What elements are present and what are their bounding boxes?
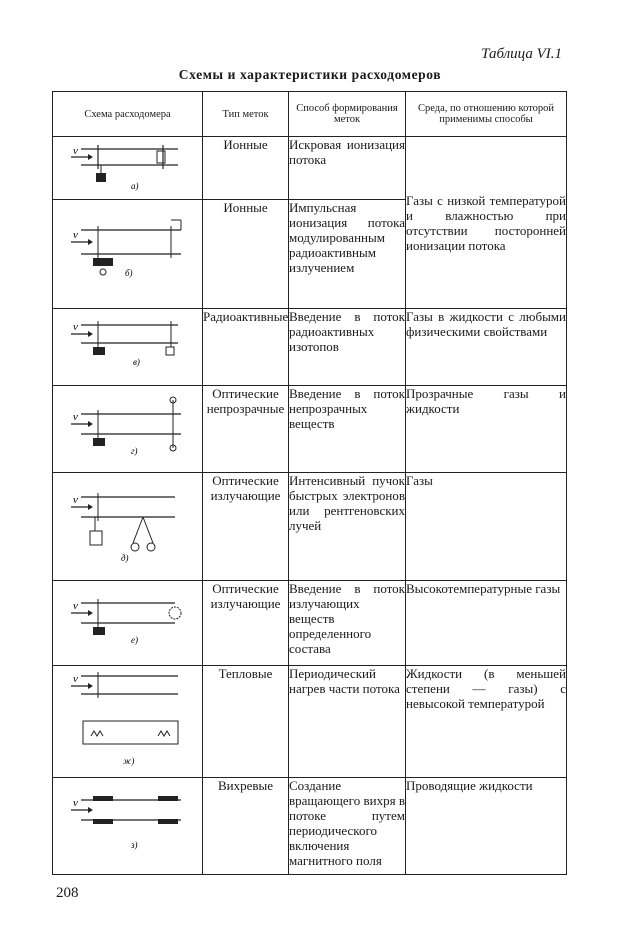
svg-text:v: v	[73, 673, 78, 685]
media-cell: Жидкости (в меньшей степени — газы) с невысокой температурой	[406, 666, 567, 778]
table-row	[53, 666, 567, 778]
svg-text:б): б)	[125, 268, 133, 278]
svg-text:г): г)	[131, 446, 138, 456]
svg-text:v: v	[73, 797, 78, 809]
header-method: Способ формирования меток	[289, 92, 406, 137]
table-row	[53, 778, 567, 875]
media-cell-merged: Газы с низкой температурой и влажностью при отсутствии посторонней ионизации потока	[406, 137, 567, 309]
mark-type-cell: Вихревые	[203, 778, 289, 875]
table-row	[53, 386, 567, 473]
scheme-diagram-a	[53, 137, 203, 200]
table-row	[53, 309, 567, 386]
method-cell: Создание вращающего вихря в потоке путем периодического включения магнитного поля	[289, 778, 406, 875]
mark-type-cell: Ионные	[203, 137, 289, 200]
svg-text:v: v	[73, 600, 78, 612]
scheme-diagram-c	[53, 309, 203, 386]
scheme-diagram-d	[53, 386, 203, 473]
header-scheme: Схема расходомера	[53, 92, 203, 137]
table-title: Схемы и характеристики расходомеров	[178, 67, 442, 82]
page-number: 208	[56, 885, 79, 901]
media-cell: Прозрачные газы и жидкости	[406, 386, 567, 473]
svg-text:v: v	[73, 411, 78, 423]
method-cell: Периодический нагрев части потока	[289, 666, 406, 778]
svg-text:v: v	[73, 229, 78, 241]
mark-type-cell: Ионные	[203, 200, 289, 309]
scheme-label: а)	[131, 181, 139, 191]
svg-text:в): в)	[133, 357, 140, 367]
mark-type-cell: Оптические непрозрачные	[203, 386, 289, 473]
scheme-diagram-b	[53, 200, 203, 309]
method-cell: Введение в поток излучающих веществ определенного состава	[289, 581, 406, 666]
svg-text:з): з)	[131, 840, 138, 850]
method-cell: Импульсная ионизация потока модулированным радиоактивным излучением	[289, 200, 406, 309]
scheme-diagram-f	[53, 581, 203, 666]
scheme-diagram-g	[53, 666, 203, 778]
header-media: Среда, по отношению которой применимы способы	[406, 92, 567, 137]
method-cell: Интенсивный пучок быстрых электронов или рентгеновских лучей	[289, 473, 406, 581]
media-cell: Газы в жидкости с любыми физическими свойствами	[406, 309, 567, 386]
table-row	[53, 473, 567, 581]
mark-type-cell: Тепловые	[203, 666, 289, 778]
method-cell: Введение в поток непрозрачных веществ	[289, 386, 406, 473]
svg-text:ж): ж)	[123, 756, 135, 766]
table-row	[53, 137, 567, 200]
table-caption: Таблица VI.1	[481, 46, 562, 62]
flow-label: v	[73, 145, 78, 157]
header-mark-type: Тип меток	[203, 92, 289, 137]
svg-text:д): д)	[121, 553, 129, 563]
flowmeter-table	[52, 91, 567, 875]
table-row	[53, 581, 567, 666]
method-cell: Введение в поток радиоактивных изотопов	[289, 309, 406, 386]
mark-type-cell: Оптические излучающие	[203, 473, 289, 581]
mark-type-cell: Оптические излучающие	[203, 581, 289, 666]
svg-text:v: v	[73, 494, 78, 506]
media-cell: Высокотемпературные газы	[406, 581, 567, 666]
mark-type-cell: Радиоактивные	[203, 309, 289, 386]
svg-text:v: v	[73, 321, 78, 333]
svg-text:е): е)	[131, 635, 138, 645]
scheme-diagram-e	[53, 473, 203, 581]
media-cell: Проводящие жидкости	[406, 778, 567, 875]
media-cell: Газы	[406, 473, 567, 581]
method-cell: Искровая ионизация потока	[289, 137, 406, 200]
header-row	[53, 92, 567, 137]
scheme-diagram-h	[53, 778, 203, 875]
